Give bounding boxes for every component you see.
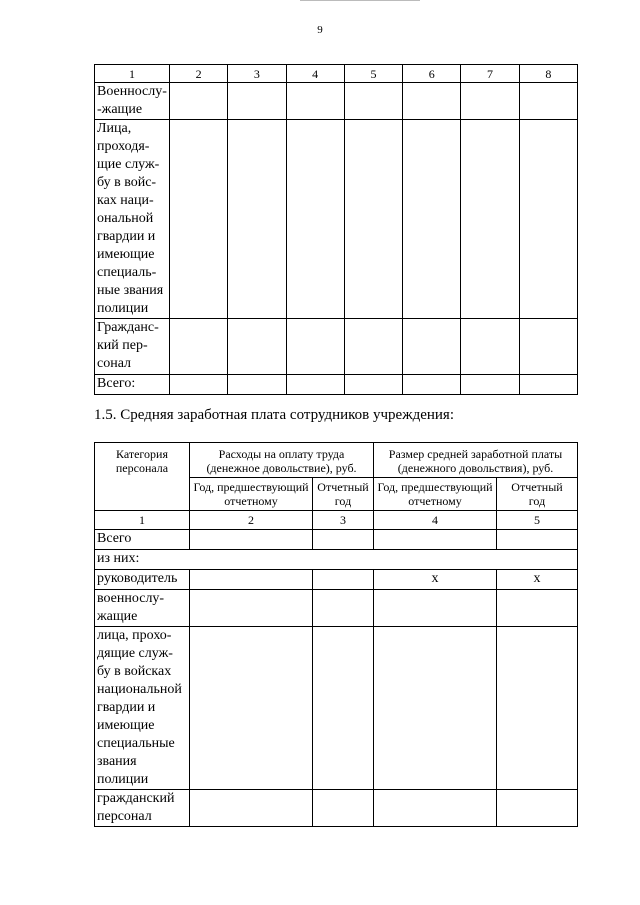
row-label: Гражданс- кий пер- сонал — [95, 319, 170, 375]
staff-count-table — [94, 64, 578, 395]
column-number: 2 — [190, 511, 313, 530]
row-label: Всего: — [95, 375, 170, 395]
header-category: Категория персонала — [95, 443, 190, 511]
column-number: 2 — [169, 65, 227, 83]
row-label: руководитель — [95, 570, 190, 590]
table-row — [95, 120, 578, 319]
table-row — [95, 790, 578, 827]
column-number: 4 — [286, 65, 344, 83]
header-avg-salary: Размер средней заработной платы (денежного довольствия), руб. — [374, 443, 578, 478]
table-row — [95, 530, 578, 550]
header-expenses: Расходы на оплату труда (денежное довольствие), руб. — [190, 443, 374, 478]
header-prev-year: Год, предшествующий отчетному — [374, 478, 497, 511]
row-label: военнослу- жащие — [95, 590, 190, 627]
table-row — [95, 550, 578, 570]
table-header-row — [95, 443, 578, 478]
table-row — [95, 570, 578, 590]
table-row — [95, 83, 578, 120]
column-number: 5 — [497, 511, 578, 530]
table-row — [95, 590, 578, 627]
header-report-year: Отчетный год — [497, 478, 578, 511]
column-number: 3 — [313, 511, 374, 530]
column-number: 7 — [461, 65, 519, 83]
cell-value: x — [497, 570, 578, 590]
section-heading: 1.5. Средняя заработная плата сотрудников учреждения: — [94, 407, 454, 423]
table-row — [95, 319, 578, 375]
table-header-row — [95, 65, 578, 83]
row-label: Всего — [95, 530, 190, 550]
column-numbers-row — [95, 511, 578, 530]
row-label: гражданский персонал — [95, 790, 190, 827]
column-number: 8 — [519, 65, 577, 83]
cell-value: x — [374, 570, 497, 590]
header-report-year: Отчетный год — [313, 478, 374, 511]
header-prev-year: Год, предшествующий отчетному — [190, 478, 313, 511]
column-number: 1 — [95, 511, 190, 530]
column-number: 5 — [344, 65, 402, 83]
column-number: 4 — [374, 511, 497, 530]
row-label: лица, прохо- дящие служ- бу в войсках национальной гвардии и имеющие специальные звания полиции — [95, 627, 190, 790]
column-number: 3 — [228, 65, 286, 83]
table-row-total — [95, 375, 578, 395]
scan-edge-line — [300, 0, 420, 1]
page-number: 9 — [317, 24, 323, 36]
column-number: 6 — [403, 65, 461, 83]
table-row — [95, 627, 578, 790]
average-salary-table — [94, 442, 578, 827]
row-label: из них: — [95, 550, 578, 570]
row-label: Военнослу- -жащие — [95, 83, 170, 120]
row-label: Лица, проходя- щие служ- бу в войс- ках наци- ональной гвардии и имеющие специаль- ные звания полиции — [95, 120, 170, 319]
column-number: 1 — [95, 65, 170, 83]
